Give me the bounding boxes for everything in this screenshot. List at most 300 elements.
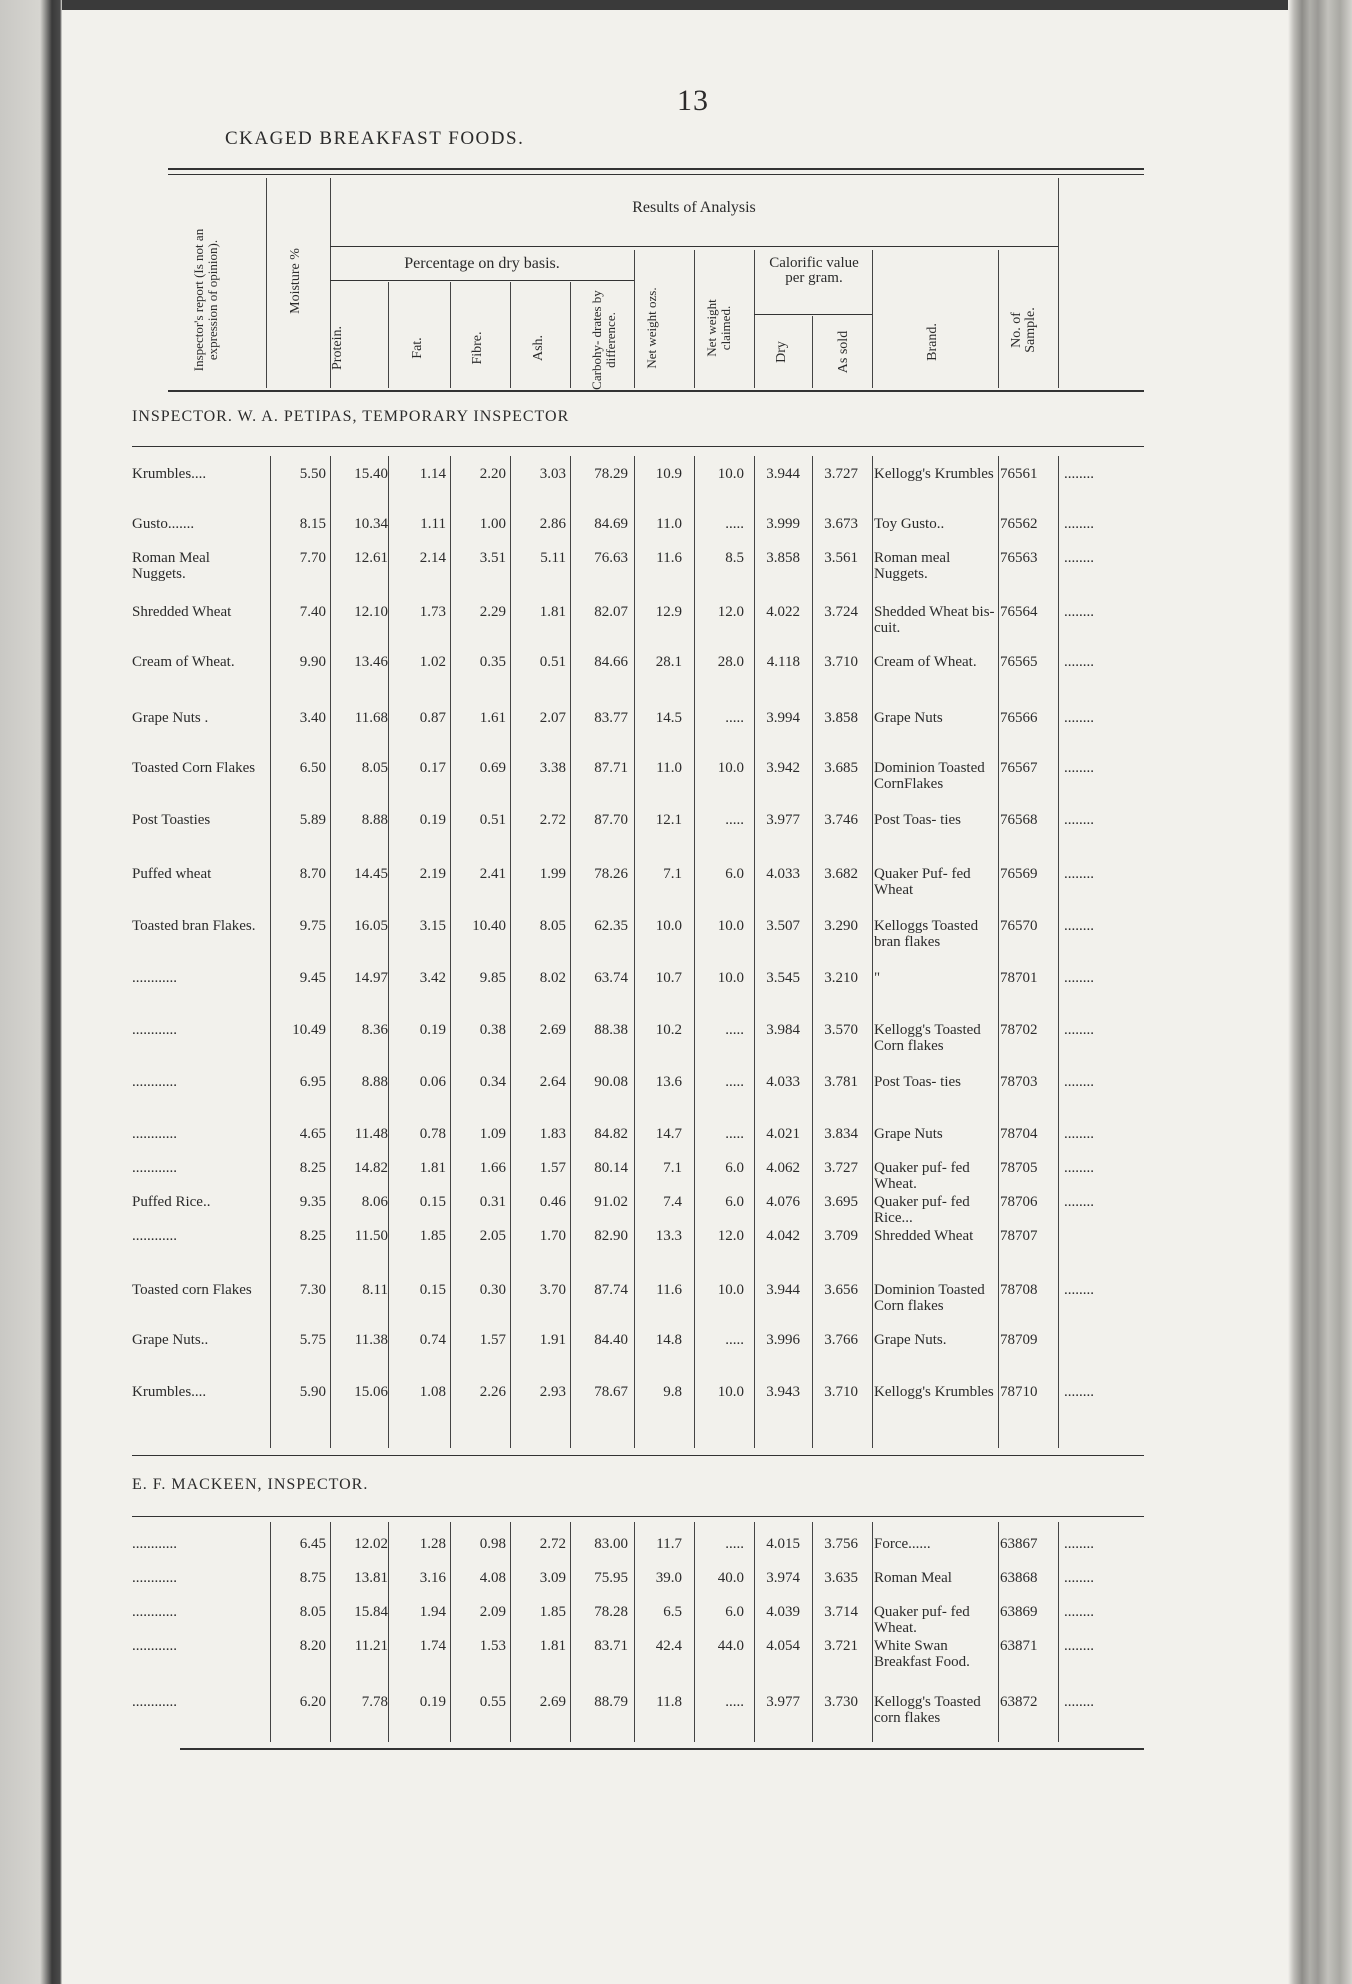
cell-carbo: 84.69	[594, 516, 628, 532]
cell-ash: 1.57	[539, 1160, 566, 1176]
cell-claimed: .....	[725, 1074, 744, 1090]
cell-moisture: 6.20	[299, 1694, 326, 1710]
cell-fat: 0.78	[419, 1126, 446, 1142]
cell-protein: 15.06	[354, 1384, 388, 1400]
cell-brand: Grape Nuts	[874, 1126, 943, 1142]
cell-sample: 78706	[1000, 1194, 1038, 1210]
cell-claimed: 28.0	[717, 654, 744, 670]
cell-net: 7.1	[663, 1160, 682, 1176]
cell-ash: 8.02	[539, 970, 566, 986]
cell-ash: 2.72	[539, 1536, 566, 1552]
cell-remark: ........	[1064, 760, 1094, 776]
cell-ash: 3.03	[539, 466, 566, 482]
cell-carbo: 84.40	[594, 1332, 628, 1348]
cell-protein: 13.81	[354, 1570, 388, 1586]
cell-sold: 3.673	[824, 516, 858, 532]
cell-protein: 15.84	[354, 1604, 388, 1620]
cell-name: ............	[132, 1604, 177, 1620]
cell-dry: 3.977	[766, 812, 800, 828]
cell-ash: 1.70	[539, 1228, 566, 1244]
cell-brand: Post Toas- ties	[874, 812, 962, 828]
cell-ash: 1.81	[539, 1638, 566, 1654]
cell-moisture: 4.65	[299, 1126, 326, 1142]
cell-net: 11.6	[656, 1282, 682, 1298]
cell-name: Toasted corn Flakes	[132, 1282, 252, 1298]
cell-protein: 11.68	[354, 710, 388, 726]
cell-sold: 3.709	[824, 1228, 858, 1244]
cell-sold: 3.756	[824, 1536, 858, 1552]
cell-sample: 78705	[1000, 1160, 1038, 1176]
cell-fibre: 1.66	[479, 1160, 506, 1176]
cell-net: 7.4	[663, 1194, 682, 1210]
cell-protein: 14.82	[354, 1160, 388, 1176]
cell-brand: Kellogg's Toasted Corn flakes	[874, 1022, 981, 1054]
cell-brand: Roman Meal	[874, 1570, 952, 1586]
cell-net: 42.4	[655, 1638, 682, 1654]
cell-brand: Shedded Wheat bis- cuit.	[874, 604, 995, 636]
cell-protein: 8.88	[361, 812, 388, 828]
cell-brand: Post Toas- ties	[874, 1074, 962, 1090]
cell-remark: ........	[1064, 466, 1094, 482]
header-net-weight: Net weight ozs.	[644, 287, 659, 369]
cell-brand: Quaker puf- fed Rice...	[874, 1194, 970, 1226]
cell-sample: 63869	[1000, 1604, 1038, 1620]
cell-sold: 3.210	[824, 970, 858, 986]
cell-remark: ........	[1064, 1282, 1094, 1298]
page-title: CKAGED BREAKFAST FOODS.	[225, 128, 525, 149]
cell-net: 12.1	[655, 812, 682, 828]
cell-remark: ........	[1064, 866, 1094, 882]
cell-carbo: 83.77	[594, 710, 628, 726]
cell-protein: 12.61	[354, 550, 388, 566]
cell-name: ............	[132, 1160, 177, 1176]
cell-net: 13.3	[655, 1228, 682, 1244]
cell-name: Krumbles....	[132, 466, 207, 482]
cell-sold: 3.766	[824, 1332, 858, 1348]
cell-remark: ........	[1064, 654, 1094, 670]
cell-net: 11.8	[656, 1694, 682, 1710]
cell-protein: 8.11	[362, 1282, 388, 1298]
page-edges-right	[1288, 0, 1352, 1984]
cell-net: 14.8	[655, 1332, 682, 1348]
cell-dry: 4.022	[766, 604, 800, 620]
cell-sample: 63872	[1000, 1694, 1038, 1710]
cell-dry: 4.033	[766, 1074, 800, 1090]
cell-moisture: 9.75	[299, 918, 326, 934]
cell-brand: Roman meal Nuggets.	[874, 550, 951, 582]
cell-ash: 3.70	[539, 1282, 566, 1298]
cell-net: 6.5	[663, 1604, 682, 1620]
header-results: Results of Analysis	[632, 199, 756, 216]
cell-fat: 0.74	[419, 1332, 446, 1348]
cell-sold: 3.656	[824, 1282, 858, 1298]
cell-sample: 76565	[1000, 654, 1038, 670]
cell-claimed: 12.0	[717, 604, 744, 620]
cell-carbo: 88.79	[594, 1694, 628, 1710]
cell-sold: 3.858	[824, 710, 858, 726]
cell-carbo: 83.00	[594, 1536, 628, 1552]
cell-remark: ........	[1064, 516, 1094, 532]
cell-sold: 3.685	[824, 760, 858, 776]
cell-sold: 3.724	[824, 604, 858, 620]
cell-sample: 63868	[1000, 1570, 1038, 1586]
cell-remark: ........	[1064, 1536, 1094, 1552]
cell-moisture: 8.15	[299, 516, 326, 532]
cell-claimed: 10.0	[717, 1282, 744, 1298]
header-as-sold: As sold	[836, 330, 851, 374]
cell-sample: 63867	[1000, 1536, 1038, 1552]
cell-remark: ........	[1064, 1694, 1094, 1710]
cell-fat: 3.16	[419, 1570, 446, 1586]
cell-carbo: 87.70	[594, 812, 628, 828]
cell-carbo: 78.67	[594, 1384, 628, 1400]
section-heading-petipas: INSPECTOR. W. A. PETIPAS, TEMPORARY INSPECTOR	[132, 408, 570, 425]
cell-carbo: 62.35	[594, 918, 628, 934]
cell-claimed: .....	[725, 710, 744, 726]
cell-sample: 76569	[1000, 866, 1038, 882]
cell-name: Roman Meal Nuggets.	[132, 550, 210, 582]
cell-name: ............	[132, 1126, 177, 1142]
cell-moisture: 5.75	[299, 1332, 326, 1348]
cell-claimed: 6.0	[725, 1604, 744, 1620]
cell-remark: ........	[1064, 604, 1094, 620]
cell-sold: 3.727	[824, 1160, 858, 1176]
cell-ash: 2.86	[539, 516, 566, 532]
cell-dry: 4.015	[766, 1536, 800, 1552]
cell-carbo: 90.08	[594, 1074, 628, 1090]
header-ash: Ash.	[531, 334, 546, 362]
cell-fat: 0.06	[419, 1074, 446, 1090]
cell-sample: 78708	[1000, 1282, 1038, 1298]
cell-brand: "	[874, 970, 881, 986]
cell-sold: 3.682	[824, 866, 858, 882]
cell-claimed: .....	[725, 516, 744, 532]
cell-dry: 3.984	[766, 1022, 800, 1038]
cell-net: 14.7	[655, 1126, 682, 1142]
cell-moisture: 5.89	[299, 812, 326, 828]
cell-protein: 11.50	[354, 1228, 388, 1244]
cell-remark: ........	[1064, 970, 1094, 986]
cell-moisture: 9.45	[299, 970, 326, 986]
cell-carbo: 78.26	[594, 866, 628, 882]
cell-carbo: 84.82	[594, 1126, 628, 1142]
cell-moisture: 5.90	[299, 1384, 326, 1400]
cell-fibre: 2.20	[479, 466, 506, 482]
cell-brand: Grape Nuts	[874, 710, 943, 726]
cell-fat: 1.14	[419, 466, 446, 482]
cell-dry: 3.999	[766, 516, 800, 532]
cell-claimed: 44.0	[717, 1638, 744, 1654]
cell-net: 12.9	[655, 604, 682, 620]
cell-dry: 3.996	[766, 1332, 800, 1348]
cell-remark: ........	[1064, 1194, 1094, 1210]
cell-fibre: 0.34	[479, 1074, 506, 1090]
cell-dry: 3.942	[766, 760, 800, 776]
cell-sample: 76564	[1000, 604, 1038, 620]
cell-brand: Kellogg's Krumbles	[874, 466, 994, 482]
cell-dry: 4.033	[766, 866, 800, 882]
cell-remark: ........	[1064, 812, 1094, 828]
cell-net: 10.7	[655, 970, 682, 986]
cell-ash: 2.07	[539, 710, 566, 726]
cell-name: Shredded Wheat	[132, 604, 232, 620]
cell-protein: 14.97	[354, 970, 388, 986]
cell-sample: 76568	[1000, 812, 1038, 828]
cell-fat: 1.94	[419, 1604, 446, 1620]
header-moisture: Moisture %	[288, 248, 303, 314]
cell-net: 10.2	[655, 1022, 682, 1038]
cell-claimed: 10.0	[717, 918, 744, 934]
cell-ash: 2.72	[539, 812, 566, 828]
cell-sold: 3.781	[824, 1074, 858, 1090]
cell-carbo: 87.74	[594, 1282, 628, 1298]
cell-fat: 0.15	[419, 1194, 446, 1210]
cell-fat: 2.14	[419, 550, 446, 566]
cell-claimed: .....	[725, 1332, 744, 1348]
cell-fat: 0.17	[419, 760, 446, 776]
cell-carbo: 80.14	[594, 1160, 628, 1176]
cell-brand: Quaker Puf- fed Wheat	[874, 866, 971, 898]
cell-carbo: 91.02	[594, 1194, 628, 1210]
cell-sold: 3.714	[824, 1604, 858, 1620]
header-carbo: Carbohy- drates by difference.	[589, 290, 618, 390]
cell-moisture: 10.49	[292, 1022, 326, 1038]
cell-dry: 3.974	[766, 1570, 800, 1586]
cell-fibre: 0.69	[479, 760, 506, 776]
cell-dry: 4.039	[766, 1604, 800, 1620]
cell-sample: 63871	[1000, 1638, 1038, 1654]
cell-moisture: 8.75	[299, 1570, 326, 1586]
cell-brand: White Swan Breakfast Food.	[874, 1638, 970, 1670]
cell-carbo: 76.63	[594, 550, 628, 566]
cell-claimed: .....	[725, 1536, 744, 1552]
cell-protein: 7.78	[361, 1694, 388, 1710]
header-net-weight-claimed: Net weight claimed.	[704, 299, 733, 357]
cell-fat: 1.85	[419, 1228, 446, 1244]
cell-sold: 3.710	[824, 1384, 858, 1400]
cell-fibre: 1.61	[479, 710, 506, 726]
cell-name: Toasted Corn Flakes	[132, 760, 256, 776]
cell-remark: ........	[1064, 1022, 1094, 1038]
cell-sample: 78709	[1000, 1332, 1038, 1348]
cell-remark: ........	[1064, 1570, 1094, 1586]
cell-sold: 3.635	[824, 1570, 858, 1586]
cell-dry: 3.944	[766, 466, 800, 482]
cell-remark: ........	[1064, 710, 1094, 726]
cell-net: 7.1	[663, 866, 682, 882]
cell-fat: 3.15	[419, 918, 446, 934]
header-calorific: Calorific value per gram.	[769, 255, 859, 286]
cell-fibre: 2.29	[479, 604, 506, 620]
cell-name: ............	[132, 1074, 177, 1090]
cell-protein: 11.21	[354, 1638, 388, 1654]
cell-fibre: 2.26	[479, 1384, 506, 1400]
cell-sold: 3.710	[824, 654, 858, 670]
cell-net: 13.6	[655, 1074, 682, 1090]
cell-dry: 4.062	[766, 1160, 800, 1176]
cell-brand: Dominion Toasted Corn flakes	[874, 1282, 985, 1314]
cell-claimed: 10.0	[717, 1384, 744, 1400]
cell-sample: 78702	[1000, 1022, 1038, 1038]
cell-fat: 1.73	[419, 604, 446, 620]
header-remarks: Inspector's report (Is not an expression of opinion).	[191, 228, 220, 372]
cell-net: 14.5	[655, 710, 682, 726]
cell-fibre: 0.51	[479, 812, 506, 828]
cell-carbo: 63.74	[594, 970, 628, 986]
cell-name: Puffed wheat	[132, 866, 212, 882]
cell-fat: 0.87	[419, 710, 446, 726]
cell-name: Grape Nuts..	[132, 1332, 209, 1348]
cell-moisture: 7.40	[299, 604, 326, 620]
cell-net: 9.8	[663, 1384, 682, 1400]
cell-sample: 78710	[1000, 1384, 1038, 1400]
cell-claimed: 6.0	[725, 866, 744, 882]
cell-sample: 76566	[1000, 710, 1038, 726]
cell-sample: 78701	[1000, 970, 1038, 986]
cell-brand: Kelloggs Toasted bran flakes	[874, 918, 979, 950]
cell-carbo: 84.66	[594, 654, 628, 670]
cell-sample: 76563	[1000, 550, 1038, 566]
cell-claimed: 12.0	[717, 1228, 744, 1244]
cell-protein: 8.06	[361, 1194, 388, 1210]
cell-moisture: 9.90	[299, 654, 326, 670]
cell-dry: 4.042	[766, 1228, 800, 1244]
cell-net: 10.0	[655, 918, 682, 934]
cell-protein: 11.48	[354, 1126, 388, 1142]
cell-net: 10.9	[655, 466, 682, 482]
cell-carbo: 82.90	[594, 1228, 628, 1244]
cell-remark: ........	[1064, 550, 1094, 566]
cell-remark: ........	[1064, 1638, 1094, 1654]
cell-name: ............	[132, 1228, 177, 1244]
cell-net: 11.0	[656, 760, 682, 776]
cell-fat: 1.02	[419, 654, 446, 670]
cell-protein: 12.10	[354, 604, 388, 620]
cell-fat: 0.19	[419, 1022, 446, 1038]
header-dry: Dry	[774, 341, 789, 363]
cell-fibre: 0.35	[479, 654, 506, 670]
cell-remark: ........	[1064, 1126, 1094, 1142]
cell-carbo: 88.38	[594, 1022, 628, 1038]
cell-sold: 3.561	[824, 550, 858, 566]
cell-sold: 3.570	[824, 1022, 858, 1038]
cell-dry: 4.021	[766, 1126, 800, 1142]
cell-remark: ........	[1064, 1604, 1094, 1620]
cell-sample: 76570	[1000, 918, 1038, 934]
cell-ash: 1.99	[539, 866, 566, 882]
cell-sample: 76567	[1000, 760, 1038, 776]
cell-ash: 8.05	[539, 918, 566, 934]
cell-moisture: 9.35	[299, 1194, 326, 1210]
cell-moisture: 8.70	[299, 866, 326, 882]
header-protein: Protein.	[330, 326, 345, 370]
cell-ash: 5.11	[540, 550, 566, 566]
cell-moisture: 3.40	[299, 710, 326, 726]
cell-dry: 3.858	[766, 550, 800, 566]
cell-protein: 10.34	[354, 516, 388, 532]
cell-sample: 76562	[1000, 516, 1038, 532]
analysis-table	[132, 0, 1152, 1984]
cell-name: Gusto.......	[132, 516, 195, 532]
cell-fat: 2.19	[419, 866, 446, 882]
cell-carbo: 82.07	[594, 604, 628, 620]
cell-moisture: 8.05	[299, 1604, 326, 1620]
cell-fibre: 1.57	[479, 1332, 506, 1348]
cell-claimed: 10.0	[717, 760, 744, 776]
cell-fat: 1.81	[419, 1160, 446, 1176]
cell-protein: 14.45	[354, 866, 388, 882]
cell-remark: ........	[1064, 918, 1094, 934]
cell-moisture: 5.50	[299, 466, 326, 482]
cell-remark: ........	[1064, 1384, 1094, 1400]
cell-protein: 12.02	[354, 1536, 388, 1552]
cell-fibre: 2.09	[479, 1604, 506, 1620]
cell-brand: Cream of Wheat.	[874, 654, 977, 670]
cell-fat: 1.08	[419, 1384, 446, 1400]
cell-claimed: 10.0	[717, 970, 744, 986]
cell-ash: 1.83	[539, 1126, 566, 1142]
cell-name: ............	[132, 1022, 177, 1038]
cell-moisture: 6.45	[299, 1536, 326, 1552]
cell-dry: 3.943	[766, 1384, 800, 1400]
cell-fibre: 3.51	[479, 550, 506, 566]
cell-moisture: 8.25	[299, 1160, 326, 1176]
cell-protein: 8.88	[361, 1074, 388, 1090]
cell-name: Post Toasties	[132, 812, 211, 828]
cell-net: 39.0	[655, 1570, 682, 1586]
cell-name: Toasted bran Flakes.	[132, 918, 256, 934]
cell-claimed: 6.0	[725, 1160, 744, 1176]
cell-fibre: 1.00	[479, 516, 506, 532]
cell-sold: 3.290	[824, 918, 858, 934]
cell-fat: 0.19	[419, 1694, 446, 1710]
cell-fat: 1.11	[420, 516, 446, 532]
cell-brand: Quaker puf- fed Wheat.	[874, 1604, 970, 1636]
cell-dry: 3.545	[766, 970, 800, 986]
cell-claimed: .....	[725, 1694, 744, 1710]
cell-brand: Shredded Wheat	[874, 1228, 974, 1244]
cell-dry: 4.076	[766, 1194, 800, 1210]
cell-sold: 3.695	[824, 1194, 858, 1210]
cell-protein: 8.36	[361, 1022, 388, 1038]
cell-carbo: 87.71	[594, 760, 628, 776]
cell-carbo: 78.28	[594, 1604, 628, 1620]
cell-ash: 2.93	[539, 1384, 566, 1400]
cell-net: 11.6	[656, 550, 682, 566]
cell-brand: Kellogg's Toasted corn flakes	[874, 1694, 981, 1726]
cell-name: Puffed Rice..	[132, 1194, 211, 1210]
cell-remark: ........	[1064, 1160, 1094, 1176]
cell-brand: Force......	[874, 1536, 931, 1552]
cell-claimed: 6.0	[725, 1194, 744, 1210]
cell-claimed: .....	[725, 1022, 744, 1038]
header-dry-basis: Percentage on dry basis.	[404, 255, 560, 272]
cell-fat: 0.19	[419, 812, 446, 828]
cell-sold: 3.746	[824, 812, 858, 828]
cell-fibre: 0.30	[479, 1282, 506, 1298]
cell-dry: 4.118	[766, 654, 800, 670]
cell-fibre: 0.31	[479, 1194, 506, 1210]
cell-name: ............	[132, 1570, 177, 1586]
book-spine-left	[0, 0, 62, 1984]
cell-remark: ........	[1064, 1074, 1094, 1090]
cell-moisture: 6.50	[299, 760, 326, 776]
cell-carbo: 78.29	[594, 466, 628, 482]
cell-fat: 3.42	[419, 970, 446, 986]
cell-claimed: 40.0	[717, 1570, 744, 1586]
cell-fibre: 0.98	[479, 1536, 506, 1552]
cell-net: 11.0	[656, 516, 682, 532]
